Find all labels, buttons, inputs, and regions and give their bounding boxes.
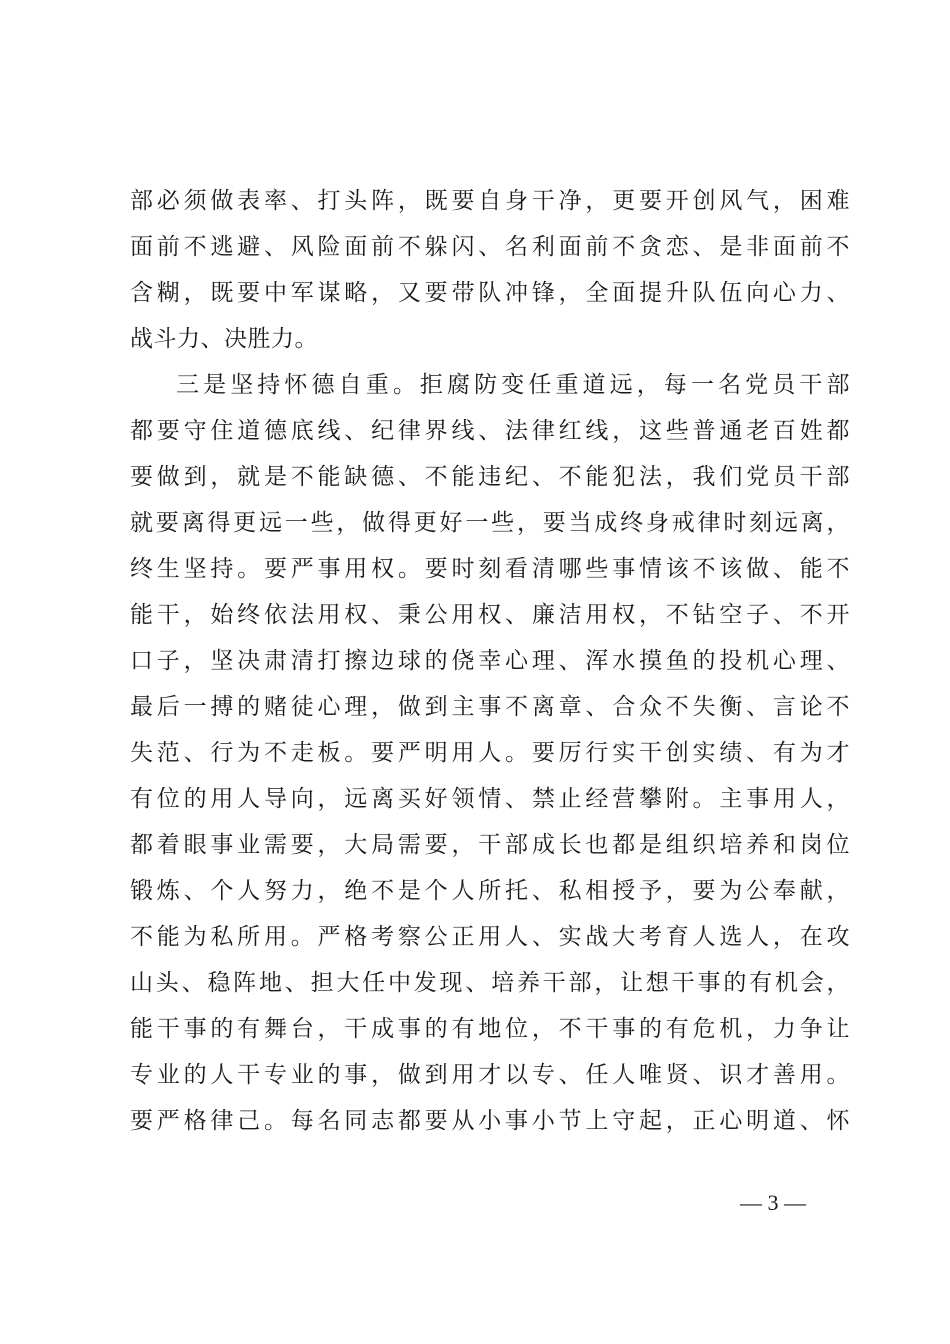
text-line: 要严格律己。每名同志都要从小事小节上守起，正心明道、怀: [130, 1108, 850, 1134]
text-line: 要做到，就是不能缺德、不能违纪、不能犯法，我们党员干部: [130, 464, 850, 490]
text-line: 终生坚持。要严事用权。要时刻看清哪些事情该不该做、能不: [130, 556, 850, 582]
page-number: — 3 —: [740, 1190, 806, 1215]
text-line: 专业的人干专业的事，做到用才以专、任人唯贤、识才善用。: [130, 1062, 850, 1088]
text-line: 山头、稳阵地、担大任中发现、培养干部，让想干事的有机会，: [130, 970, 850, 996]
text-line: 口子，坚决肃清打擦边球的侥幸心理、浑水摸鱼的投机心理、: [130, 648, 850, 674]
text-line: 锻炼、个人努力，绝不是个人所托、私相授予，要为公奉献，: [130, 878, 850, 904]
text-line: 就要离得更远一些，做得更好一些，要当成终身戒律时刻远离，: [130, 510, 850, 536]
text-line: 都着眼事业需要，大局需要，干部成长也都是组织培养和岗位: [130, 832, 850, 858]
text-line: 能干事的有舞台，干成事的有地位，不干事的有危机，力争让: [130, 1016, 850, 1042]
text-line: 面前不逃避、风险面前不躲闪、名利面前不贪恋、是非面前不: [130, 234, 850, 260]
text-line: 能干，始终依法用权、秉公用权、廉洁用权，不钻空子、不开: [130, 602, 850, 628]
text-line: 不能为私所用。严格考察公正用人、实战大考育人选人，在攻: [130, 924, 850, 950]
text-line: 部必须做表率、打头阵，既要自身干净，更要开创风气，困难: [130, 188, 850, 214]
text-line: 都要守住道德底线、纪律界线、法律红线，这些普通老百姓都: [130, 418, 850, 444]
text-line: 战斗力、决胜力。: [130, 326, 318, 352]
text-line: 含糊，既要中军谋略，又要带队冲锋，全面提升队伍向心力、: [130, 280, 850, 306]
body-text: [130, 178, 850, 1144]
text-line: 有位的用人导向，远离买好领情、禁止经营攀附。主事用人，: [130, 786, 850, 812]
text-line: 失范、行为不走板。要严明用人。要厉行实干创实绩、有为才: [130, 740, 850, 766]
paragraph-first-line: 三是坚持怀德自重。拒腐防变任重道远，每一名党员干部: [176, 372, 850, 398]
text-line: 最后一搏的赌徒心理，做到主事不离章、合众不失衡、言论不: [130, 694, 850, 720]
